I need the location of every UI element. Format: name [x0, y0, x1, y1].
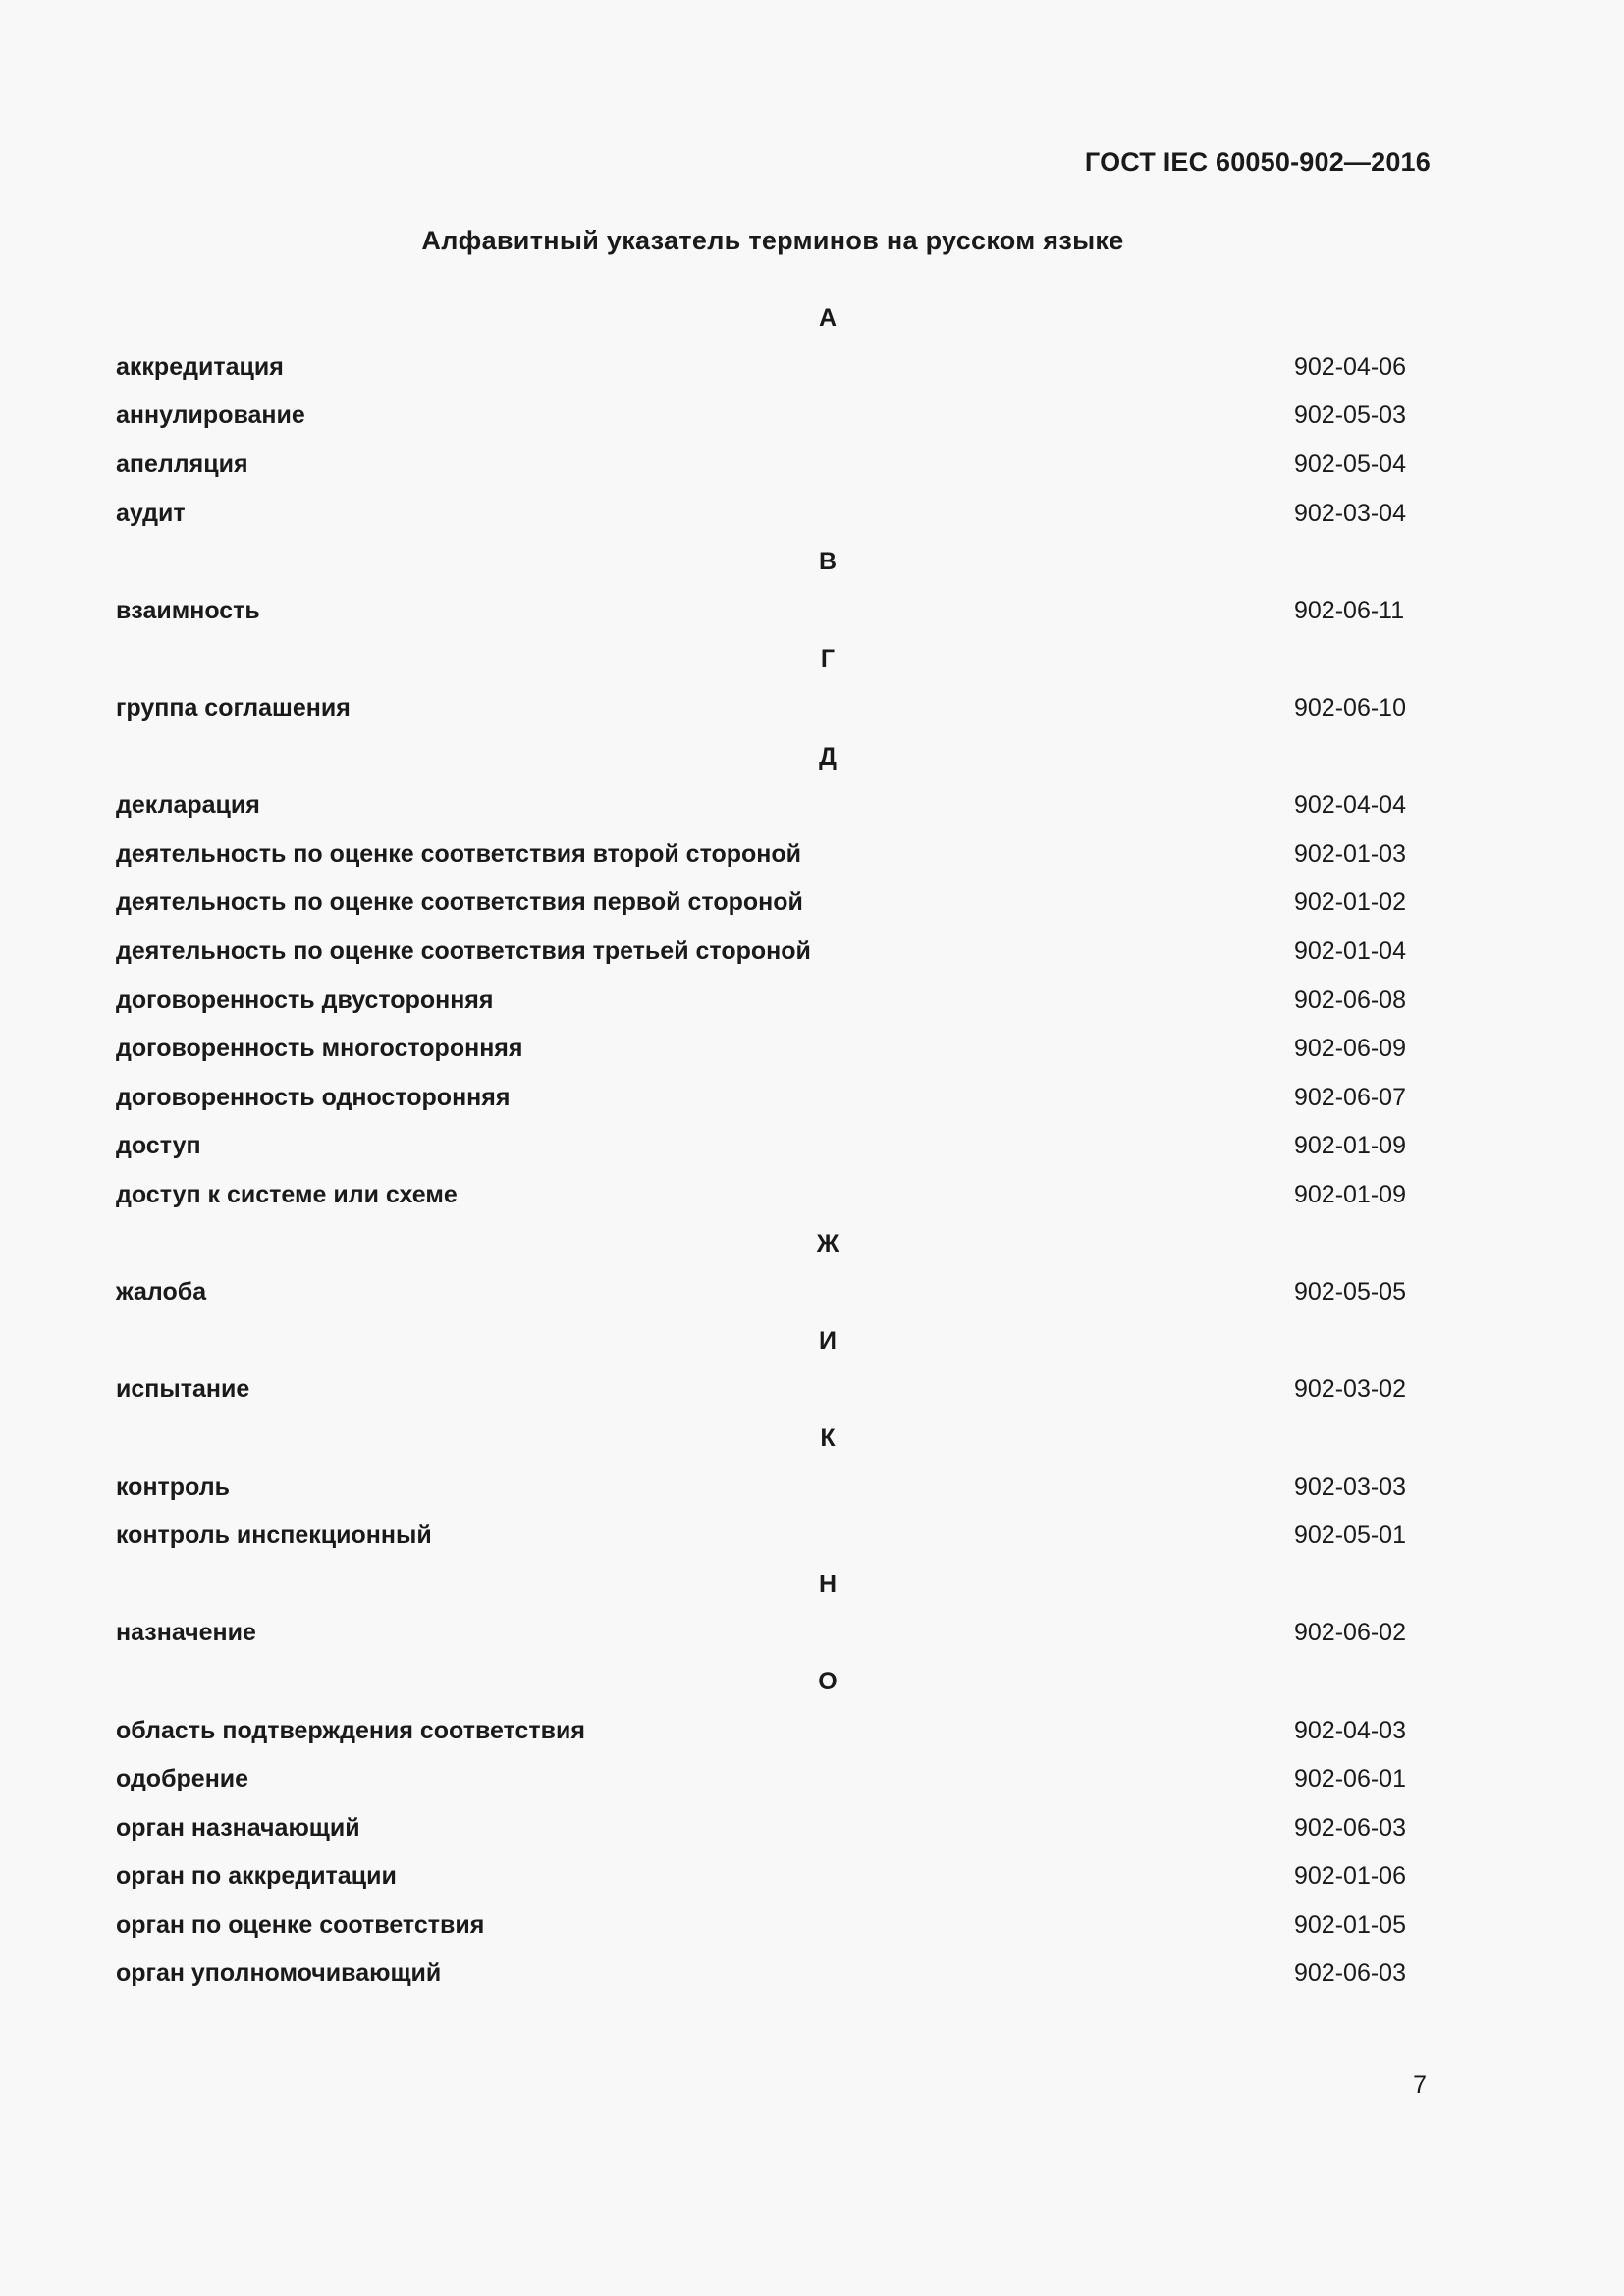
index-entry [116, 1706, 1406, 1755]
term-code: 902-05-04 [1294, 451, 1406, 479]
term-label: аккредитация [116, 352, 284, 381]
term-code: 902-05-01 [1294, 1522, 1406, 1550]
index-entry [116, 1852, 1406, 1901]
index-entry [116, 781, 1406, 830]
index-entry [116, 1268, 1406, 1317]
term-label: договоренность односторонняя [116, 1083, 511, 1111]
index-title: Алфавитный указатель терминов на русском языке [421, 226, 1124, 255]
term-code: 902-01-04 [1294, 937, 1406, 966]
index-entry [116, 587, 1406, 636]
term-label: взаимность [116, 596, 260, 624]
term-label: договоренность двусторонняя [116, 986, 494, 1014]
index-entry [116, 1803, 1406, 1852]
letter-heading: К [820, 1423, 836, 1452]
term-code: 902-03-04 [1294, 499, 1406, 527]
term-label: доступ [116, 1132, 201, 1160]
index-entry [116, 928, 1406, 977]
index-entry [116, 1901, 1406, 1950]
index-entry [116, 1463, 1406, 1512]
term-code: 902-06-03 [1294, 1959, 1406, 1988]
term-code: 902-01-06 [1294, 1862, 1406, 1891]
letter-heading: О [818, 1667, 838, 1695]
index-entry [116, 976, 1406, 1025]
term-label: декларация [116, 791, 260, 820]
index-entry [116, 441, 1406, 490]
term-label: жалоба [116, 1278, 207, 1307]
term-code: 902-06-01 [1294, 1765, 1406, 1793]
index-entry [116, 1365, 1406, 1415]
index-entry [116, 1755, 1406, 1804]
term-label: группа соглашения [116, 694, 351, 722]
term-code: 902-06-08 [1294, 986, 1406, 1014]
term-label: апелляция [116, 451, 248, 479]
index-entry [116, 1025, 1406, 1074]
term-label: испытание [116, 1375, 250, 1404]
term-code: 902-04-06 [1294, 352, 1406, 381]
term-code: 902-01-09 [1294, 1180, 1406, 1208]
letter-heading: А [818, 304, 838, 333]
term-label: деятельность по оценке соответствия первой стороной [116, 888, 803, 917]
index-entry [116, 1609, 1406, 1658]
index-entry [116, 830, 1406, 880]
term-label: одобрение [116, 1765, 249, 1793]
term-code: 902-01-05 [1294, 1910, 1406, 1939]
term-label: доступ к системе или схеме [116, 1180, 458, 1208]
index-entry [116, 879, 1406, 928]
term-label: орган по аккредитации [116, 1862, 397, 1891]
index-entry [116, 392, 1406, 441]
term-code: 902-03-03 [1294, 1472, 1406, 1501]
term-index [116, 294, 1406, 1999]
letter-heading: Ж [816, 1229, 839, 1257]
term-code: 902-06-03 [1294, 1813, 1406, 1842]
term-code: 902-06-07 [1294, 1083, 1406, 1111]
index-entry [116, 1074, 1406, 1123]
letter-heading: Н [818, 1570, 838, 1598]
index-entry [116, 684, 1406, 733]
term-label: контроль инспекционный [116, 1522, 432, 1550]
term-code: 902-01-03 [1294, 839, 1406, 868]
term-label: орган уполномочивающий [116, 1959, 442, 1988]
term-code: 902-05-05 [1294, 1278, 1406, 1307]
page-number: 7 [1413, 2071, 1427, 2099]
index-entry [116, 489, 1406, 538]
document-code-header: ГОСТ IEC 60050-902—2016 [1084, 147, 1431, 177]
term-label: орган по оценке соответствия [116, 1910, 485, 1939]
index-entry [116, 1949, 1406, 1999]
term-code: 902-04-04 [1294, 791, 1406, 820]
term-label: орган назначающий [116, 1813, 360, 1842]
index-entry [116, 1512, 1406, 1561]
term-code: 902-06-09 [1294, 1035, 1406, 1063]
term-label: аннулирование [116, 401, 305, 430]
term-code: 902-01-02 [1294, 888, 1406, 917]
index-entry [116, 344, 1406, 393]
term-code: 902-05-03 [1294, 401, 1406, 430]
term-label: область подтверждения соответствия [116, 1716, 585, 1744]
term-label: деятельность по оценке соответствия второй стороной [116, 839, 802, 868]
index-entry [116, 1171, 1406, 1220]
term-code: 902-03-02 [1294, 1375, 1406, 1404]
letter-heading: Г [820, 645, 836, 673]
letter-heading: И [819, 1326, 837, 1355]
letter-heading: В [818, 548, 838, 576]
index-entry [116, 1122, 1406, 1171]
term-code: 902-06-02 [1294, 1619, 1406, 1647]
term-code: 902-01-09 [1294, 1132, 1406, 1160]
term-label: договоренность многосторонняя [116, 1035, 523, 1063]
term-label: назначение [116, 1619, 256, 1647]
term-label: контроль [116, 1472, 230, 1501]
letter-heading: Д [819, 742, 837, 771]
term-code: 902-06-10 [1294, 694, 1406, 722]
term-code: 902-06-11 [1294, 596, 1405, 624]
term-label: аудит [116, 499, 186, 527]
term-label: деятельность по оценке соответствия третьей стороной [116, 937, 811, 966]
term-code: 902-04-03 [1294, 1716, 1406, 1744]
